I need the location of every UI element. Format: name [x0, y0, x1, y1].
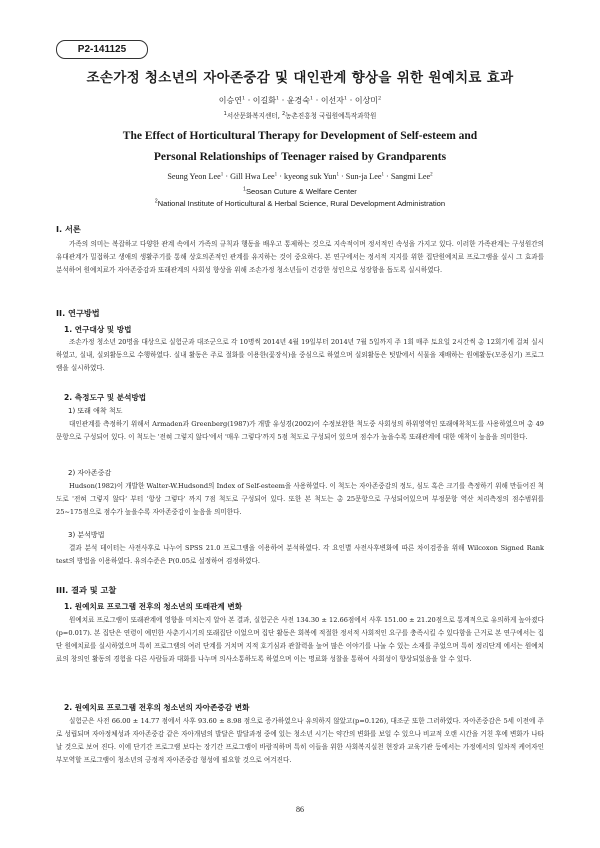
author-affil-mark: 1: [381, 172, 384, 178]
subsection-heading-self-esteem-result: 2. 원예치료 프로그램 전후의 청소년의 자아존중감 변화: [64, 703, 250, 712]
author-separator: ·: [245, 96, 253, 105]
english-affiliation-2: [0, 199, 600, 208]
subsection-heading-peer-result: 1. 원예치료 프로그램 전후의 청소년의 또래관계 변화: [64, 602, 243, 611]
affil-text: 농촌진흥청 국립원예특작과학원: [285, 112, 377, 120]
affil-mark: 1: [223, 110, 227, 117]
section-heading-introduction: I. 서론: [56, 224, 81, 234]
affil-mark: 2: [281, 110, 286, 117]
affil-text: Seosan Cuture & Welfare Center: [245, 187, 357, 196]
author-separator: ·: [338, 172, 346, 181]
author-name: 윤경숙: [286, 96, 310, 105]
analysis-paragraph: 결과 분석 데이터는 사전사후로 나누어 SPSS 21.0 프로그램을 이용하여 분석하였다. 각 요인별 사전사후변화에 따른 차이검증을 위해 Wilcoxon Signed Rank test의 방법을 이용하였다. 유의수준은 P(0.05로 설정하여 검정하였다.: [56, 544, 544, 566]
author-affil-mark: 1: [336, 172, 339, 178]
english-title-line-2: Personal Relationships of Teenager raised by Grandparents: [153, 151, 447, 163]
author-separator: ·: [277, 172, 284, 181]
page-number: 86: [296, 805, 304, 814]
author-name: 이승연: [218, 96, 242, 105]
author-affil-mark: 1: [310, 95, 314, 102]
peer-attachment-paragraph: 대인관계를 측정하기 위해서 Armaden과 Greenberg(1987)가 개발 유성경(2002)이 수정보완한 척도중 사회성의 하위영역인 또래애착척도를 사용하였으며 총 49문항으로 구성되어 있다. 이 척도는 '전혀 그렇지 않다'에서 '매우 그렇다'까지 5점 척도로 구성되어 있으며 점수가 높을수록 또래관계에 대한 애착이 높음을 의미한다.: [56, 420, 544, 442]
author-separator: ·: [223, 172, 231, 181]
peer-result-paragraph: 원예치료 프로그램이 또래관계에 영향을 미치는지 알아 본 결과, 실험군은 사전 134.30 ± 12.66점에서 사후 151.00 ± 21.20점으로 통계적으로 유의하게 높아졌다(p=0.017). 본 집단은 연령이 예민한 사춘기시기의 또래집단 이었으며 집단 활동은 회복에 적절한 정서적 사회적인 요구를 충족시킬 수 있다함을 근거로 본 연구에서는 집단 원예치료를 실시하였으며 특히 프로그램의 여러 단계를 거치며 지적 호기심과 관찰력을 높여 많은 이야기를 나눌 수 있는 소재를 주었으며 특히 정리단계 에서는 원예치료의 창의인 활동의 경험을 다른 사람들과 대화를 나누며 의사소통하도록 하였으며 이는 명료화 성찰을 통하여 사회성이 향상되었음을 알 수 있다.: [56, 616, 544, 664]
self-esteem-measure-paragraph: Hudson(1982)이 개발한 Walter-W.Hudsond의 Index of Self-esteem을 사용하였다. 이 척도는 자아존중감의 정도, 심도 혹은 크기를 측정하기 위해 만들어진 척도로 '전혀 그렇지 않다' 부터 '항상 그렇다' 까지 7점 척도로 구성되어 있다. 또한 본 척도는 총 25문항으로 구성되어있으며 부정문항 역산 처리측정의 점수범위를 25~175점으로 점수가 높을수록 자아존중감이 높음을 의미한다.: [56, 482, 544, 517]
author-affil-mark: 2: [430, 172, 433, 178]
section-heading-methods: II. 연구방법: [56, 308, 100, 318]
korean-authors: [0, 95, 600, 106]
affil-text: 서산문화복지센터,: [226, 112, 282, 120]
author-affil-mark: 1: [241, 95, 246, 102]
author-separator: ·: [313, 96, 321, 105]
author-affil-mark: 1: [220, 172, 224, 178]
english-title-line-1: The Effect of Horticultural Therapy for Development of Self-esteem and: [122, 130, 478, 142]
author-name: 이선자: [320, 96, 345, 105]
affil-mark: 1: [243, 186, 246, 193]
self-esteem-result-paragraph: 실험군은 사전 66.00 ± 14.77 점에서 사후 93.60 ± 8.98 점으로 증가하였으나 유의하지 않았고(p=0.126), 대조군 또한 그러하였다. 자아존중감은 5세 이전에 주로 성립되며 자아정체성과 자아존중감 같은 자아개념의 발달은 발달과정 중에 있는 청소년 시기는 약간의 변화를 보일 수 있으나 비교적 오랜 시간을 거친 후에 변화가 나타 날 것으로 보여 진다. 이에 단기간 프로그램 보다는 장기간 프로그램이 바람직하며 특히 이들을 위한 사회복지실천 현장과 교육기관 등에서는 가정에서의 일차적 케어자인 부모역할 프로그램이 청소년의 긍정적 자아존중감 형성에 필요할 것으로 여겨진다.: [56, 717, 544, 765]
author-affil-mark: 1: [275, 95, 280, 102]
section-heading-results: III. 결과 및 고찰: [56, 585, 117, 595]
subsection-heading-subjects: 1. 연구대상 및 방법: [64, 325, 132, 334]
author-name: kyeong suk Yun: [284, 172, 337, 181]
author-name: Gill Hwa Lee: [230, 172, 275, 181]
author-separator: ·: [384, 172, 391, 181]
korean-affiliations: [0, 110, 600, 120]
author-name: Sun-ja Lee: [345, 172, 382, 181]
author-affil-mark: 2: [378, 95, 382, 102]
author-name: 이상미: [354, 96, 379, 105]
author-name: 이길화: [252, 96, 276, 105]
affil-mark: 2: [154, 198, 158, 205]
measure-heading-analysis: 3) 분석방법: [68, 531, 105, 539]
author-name: Seung Yeon Lee: [167, 172, 221, 181]
poster-id-badge: P2-141125: [56, 40, 148, 59]
korean-title: 조손가정 청소년의 자아존중감 및 대인관계 향상을 위한 원예치료 효과: [86, 70, 514, 86]
affil-text: National Institute of Horticultural & Herbal Science, Rural Development Administration: [157, 199, 446, 208]
english-affiliation-1: [0, 187, 600, 196]
author-affil-mark: 1: [274, 172, 278, 178]
english-authors: [0, 172, 600, 181]
measure-heading-peer-attachment: 1) 또래 애착 척도: [68, 407, 123, 415]
author-separator: ·: [347, 96, 355, 105]
introduction-paragraph: 가족의 의미는 복잡하고 다양한 관계 속에서 가족의 규칙과 행동을 배우고 통제하는 것으로 지속적이며 정서적인 속성을 가지고 있다. 이러한 가족관계는 구성원간의 유대관계가 밀접하고 생애의 생활주기를 통해 상호의존적인 관계를 유지하는 것이 중요하다. 본 연구에서는 정서적 지지를 위한 집단원예치료 프로그램을 실시 그 효과를 분석하여 원예치료가 자아존중감과 또래관계의 사회성 향상을 위해 조손가정 청소년들이 건강한 성인으로 성장함을 돕도록 실시하였다.: [56, 240, 544, 275]
subjects-paragraph: 조손가정 청소년 20명을 대상으로 실험군과 대조군으로 각 10명씩 2014년 4월 19일부터 2014년 7월 5일까지 주 1회 매주 토요일 2시간씩 총 12회기에 걸쳐 실시하였고, 실내, 실외활동으로 수행하였다. 실내 활동은 주로 절화를 이용한(꽃장식)을 중심으로 하였으며 실외활동은 텃밭에서 식물을 재배하는 원예활동(모종심기) 프로그램을 실시하였다.: [56, 338, 544, 373]
author-name: Sangmi Lee: [390, 172, 431, 181]
measure-heading-self-esteem: 2) 자아존중감: [68, 469, 112, 477]
author-affil-mark: 1: [344, 95, 348, 102]
author-separator: ·: [279, 96, 287, 105]
subsection-heading-measures: 2. 측정도구 및 분석방법: [64, 393, 147, 402]
